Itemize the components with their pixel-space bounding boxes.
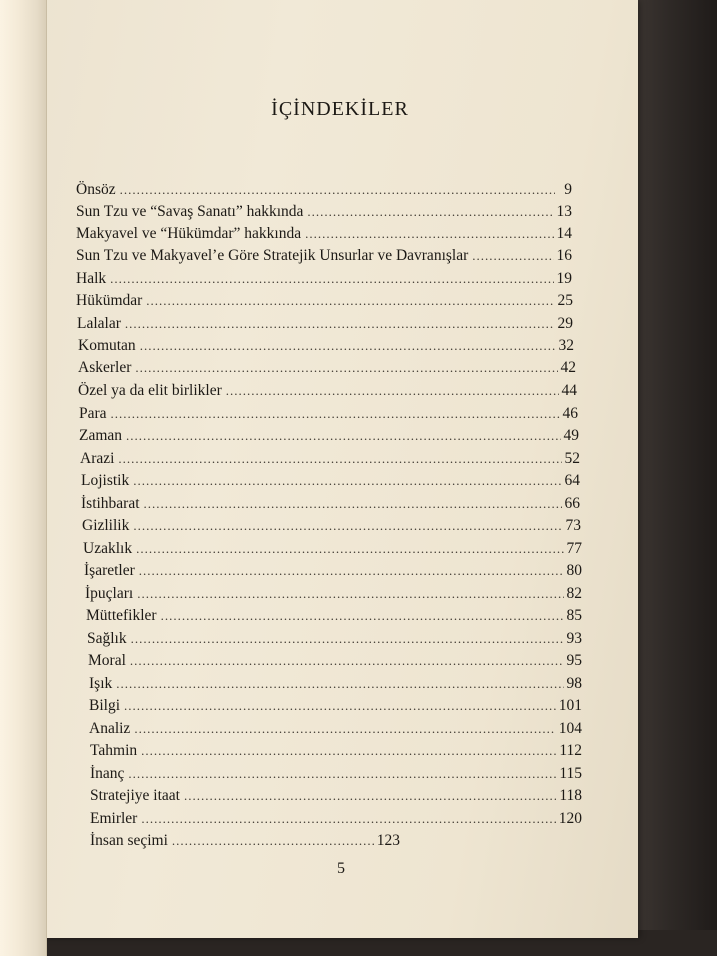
dot-leader: [133, 471, 561, 491]
toc-entry-page: 85: [566, 607, 582, 624]
dot-leader: [126, 426, 560, 446]
toc-entry-title: İşaretler: [84, 562, 135, 579]
dot-leader: [226, 381, 559, 401]
dot-leader: [120, 180, 555, 200]
dot-leader: [130, 651, 564, 671]
toc-entry-page: 32: [558, 337, 574, 354]
toc-entry-title: Gizlilik: [82, 517, 130, 534]
toc-entry: [76, 224, 572, 244]
toc-entry-page: 16: [556, 247, 572, 264]
toc-entry: [90, 741, 582, 761]
toc-entry-page: 46: [562, 405, 578, 422]
dot-leader: [141, 741, 556, 761]
toc-entry-title: İstihbarat: [81, 495, 140, 512]
toc-entry: [81, 494, 580, 514]
toc-entry-title: Lojistik: [81, 472, 130, 489]
toc-entry-title: Hükümdar: [76, 292, 143, 309]
toc-entry: [76, 291, 573, 311]
toc-entry-title: Tahmin: [90, 742, 138, 759]
dot-leader: [184, 786, 556, 806]
toc-entry: [88, 651, 582, 671]
toc-entry-page: 118: [559, 787, 582, 804]
dot-leader: [133, 516, 562, 536]
dot-leader: [305, 224, 553, 244]
toc-entry: [81, 471, 580, 491]
toc-entry-title: Sun Tzu ve “Savaş Sanatı” hakkında: [76, 203, 304, 220]
toc-entry-page: 49: [563, 427, 579, 444]
toc-entry-page: 42: [560, 359, 576, 376]
dot-leader: [144, 494, 562, 514]
dot-leader: [135, 358, 557, 378]
toc-entry-page: 115: [559, 765, 582, 782]
toc-entry: [86, 606, 582, 626]
toc-entry-page: 104: [558, 720, 582, 737]
toc-entry-page: 101: [558, 697, 582, 714]
toc-entry-page: 9: [564, 181, 572, 198]
dot-leader: [140, 336, 556, 356]
toc-entry-page: 98: [566, 675, 582, 692]
toc-entry: [78, 381, 577, 401]
toc-entry: [85, 584, 582, 604]
dot-leader: [134, 719, 555, 739]
toc-entry-page: 73: [565, 517, 581, 534]
toc-entry: [76, 180, 572, 200]
toc-entry-title: İpuçları: [85, 585, 134, 602]
dot-leader: [146, 291, 554, 311]
toc-entry-page: 52: [564, 450, 580, 467]
toc-entry-title: Makyavel ve “Hükümdar” hakkında: [76, 225, 302, 242]
toc-entry-page: 19: [556, 270, 572, 287]
toc-entry: [76, 246, 572, 266]
dot-leader: [139, 561, 564, 581]
dot-leader: [141, 809, 555, 829]
toc-entry: [83, 539, 582, 559]
dot-leader: [172, 831, 374, 851]
toc-entry-title: Para: [79, 405, 107, 422]
dot-leader: [128, 764, 556, 784]
dot-leader: [307, 202, 553, 222]
toc-entry: [79, 426, 579, 446]
toc-entry-title: Komutan: [78, 337, 136, 354]
toc-entry-page: 120: [558, 810, 582, 827]
toc-entry-page: 112: [559, 742, 582, 759]
toc-entry-title: Emirler: [90, 810, 138, 827]
dot-leader: [472, 246, 553, 266]
toc-entry-title: İnsan seçimi: [90, 832, 168, 849]
dot-leader: [118, 449, 561, 469]
toc-entry-page: 123: [376, 832, 400, 849]
toc-entry-page: 80: [566, 562, 582, 579]
toc-entry-title: Analiz: [89, 720, 131, 737]
toc-entry-page: 14: [556, 225, 572, 242]
toc-entry-title: Arazi: [80, 450, 115, 467]
dot-leader: [137, 584, 563, 604]
dot-leader: [110, 269, 553, 289]
dot-leader: [124, 696, 556, 716]
toc-entry: [78, 358, 576, 378]
toc-entry: [80, 449, 580, 469]
toc-entry-title: İnanç: [90, 765, 125, 782]
toc-entry-title: Halk: [76, 270, 107, 287]
toc-entry: [76, 269, 572, 289]
toc-entry-title: Sağlık: [87, 630, 127, 647]
toc-entry-title: Işık: [89, 675, 113, 692]
toc-entry-title: Uzaklık: [83, 540, 133, 557]
toc-entry-title: Zaman: [79, 427, 123, 444]
toc-entry-page: 82: [566, 585, 582, 602]
toc-entry: [90, 831, 400, 851]
toc-entry-title: Sun Tzu ve Makyavel’e Göre Stratejik Unsurlar ve Davranışlar: [76, 247, 469, 264]
toc-entry: [78, 336, 574, 356]
toc-entry: [76, 202, 572, 222]
toc-entry-page: 77: [566, 540, 582, 557]
toc-entry-page: 29: [557, 315, 573, 332]
toc-entry-page: 93: [566, 630, 582, 647]
toc-entry-page: 13: [556, 203, 572, 220]
toc-entry: [82, 516, 581, 536]
toc-entry: [84, 561, 582, 581]
toc-entry-page: 66: [564, 495, 580, 512]
toc-entry-page: 64: [564, 472, 580, 489]
toc-entry-title: Stratejiye itaat: [90, 787, 180, 804]
toc-entry-title: Önsöz: [76, 181, 116, 198]
toc-entry: [77, 314, 573, 334]
toc-entry-title: Özel ya da elit birlikler: [78, 382, 222, 399]
toc-entry-title: Askerler: [78, 359, 132, 376]
toc-entry: [90, 786, 582, 806]
dot-leader: [136, 539, 563, 559]
dot-leader: [161, 606, 564, 626]
toc-entry: [89, 696, 582, 716]
toc-entry-title: Moral: [88, 652, 126, 669]
toc-heading: İÇİNDEKİLER: [271, 98, 409, 120]
dot-leader: [116, 674, 563, 694]
dot-leader: [131, 629, 564, 649]
toc-entry: [89, 719, 582, 739]
toc-entry: [79, 404, 578, 424]
page-number: 5: [337, 860, 345, 877]
toc-entry-title: Bilgi: [89, 697, 121, 714]
toc-entry-page: 25: [557, 292, 573, 309]
toc-entry: [87, 629, 582, 649]
toc-entry: [89, 674, 582, 694]
toc-entry-page: 95: [566, 652, 582, 669]
toc-entry-title: Lalalar: [77, 315, 121, 332]
toc-entry-title: Müttefikler: [86, 607, 157, 624]
toc-entry-page: 44: [561, 382, 577, 399]
dot-leader: [125, 314, 555, 334]
toc-entry: [90, 764, 582, 784]
toc-entry: [90, 809, 582, 829]
dot-leader: [111, 404, 560, 424]
